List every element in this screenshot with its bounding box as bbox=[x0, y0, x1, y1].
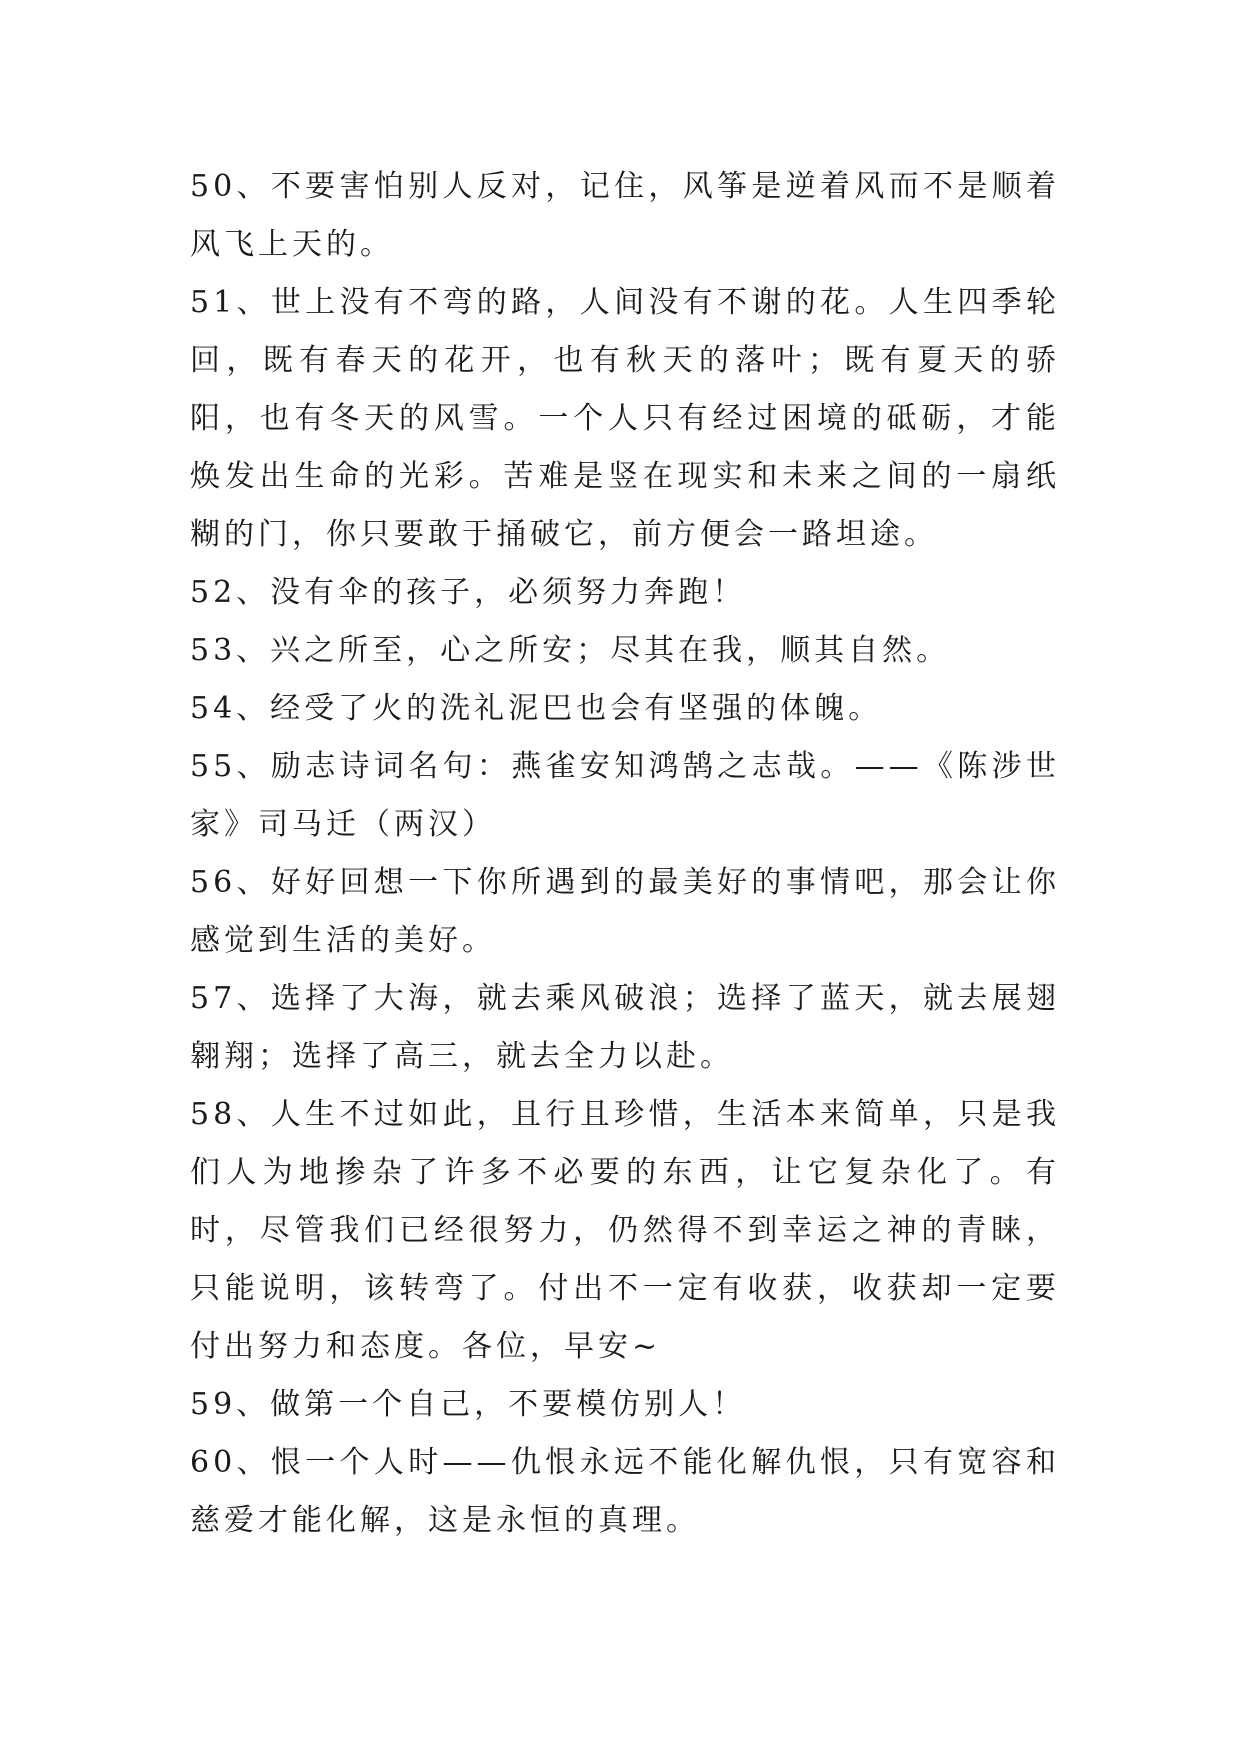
quote-entry-58: 58、人生不过如此，且行且珍惜，生活本来简单，只是我们人为地掺杂了许多不必要的东西，让它复杂化了。有时，尽管我们已经很努力，仍然得不到幸运之神的青睐，只能说明，该转弯了。付出不一定有收获，收获却一定要付出努力和态度。各位，早安~ bbox=[190, 1097, 1060, 1364]
quote-entry-51: 51、世上没有不弯的路，人间没有不谢的花。人生四季轮回，既有春天的花开，也有秋天的落叶；既有夏天的骄阳，也有冬天的风雪。一个人只有经过困境的砥砺，才能焕发出生命的光彩。苦难是竖在现实和未来之间的一扇纸糊的门，你只要敢于捅破它，前方便会一路坦途。 bbox=[190, 285, 1060, 552]
quote-entry-55: 55、励志诗词名句：燕雀安知鸿鹄之志哉。——《陈涉世家》司马迁（两汉） bbox=[190, 749, 1060, 842]
quote-entry-60: 60、恨一个人时——仇恨永远不能化解仇恨，只有宽容和慈爱才能化解，这是永恒的真理。 bbox=[190, 1445, 1060, 1538]
quote-entry-53: 53、兴之所至，心之所安；尽其在我，顺其自然。 bbox=[190, 633, 951, 668]
quote-entry-52: 52、没有伞的孩子，必须努力奔跑！ bbox=[190, 575, 747, 610]
quote-entry-50: 50、不要害怕别人反对，记住，风筝是逆着风而不是顺着风飞上天的。 bbox=[190, 169, 1060, 262]
quote-entry-59: 59、做第一个自己，不要模仿别人！ bbox=[190, 1387, 747, 1422]
quote-entry-57: 57、选择了大海，就去乘风破浪；选择了蓝天，就去展翅翱翔；选择了高三，就去全力以赴。 bbox=[190, 981, 1060, 1074]
document-body bbox=[190, 158, 1060, 1550]
quote-entry-56: 56、好好回想一下你所遇到的最美好的事情吧，那会让你感觉到生活的美好。 bbox=[190, 865, 1060, 958]
quote-entry-54: 54、经受了火的洗礼泥巴也会有坚强的体魄。 bbox=[190, 691, 883, 726]
